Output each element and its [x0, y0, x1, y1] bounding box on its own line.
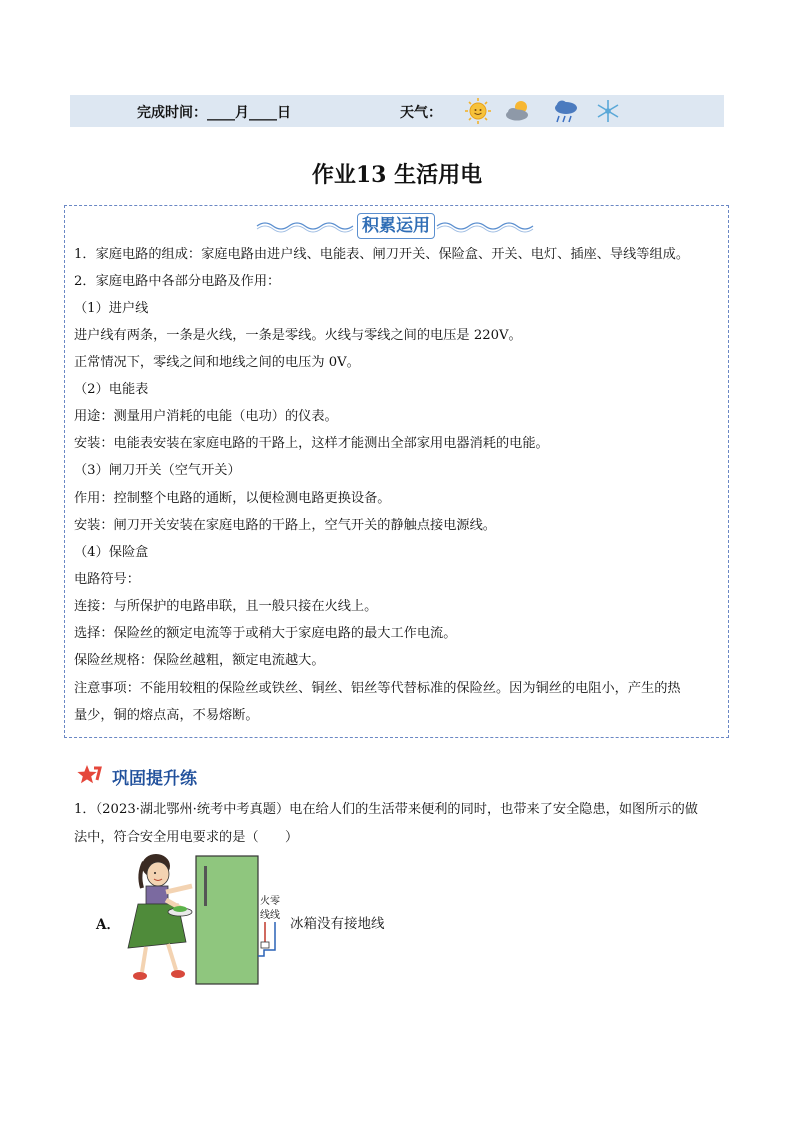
refrigerator-illustration: [118, 852, 298, 987]
box-line: 量少，铜的熔点高，不易熔断。: [74, 708, 259, 723]
box-heading-tag: 积累运用: [357, 213, 435, 239]
section-title: 巩固提升练: [112, 769, 197, 789]
question-text-line2: 法中，符合安全用电要求的是（ ）: [74, 830, 299, 845]
weather-label: 天气：: [400, 105, 442, 121]
wire-label-top: 火零: [260, 896, 280, 907]
box-line: （4）保险盒: [74, 545, 149, 560]
box-line: （3）闸刀开关（空气开关）: [74, 463, 241, 478]
box-line: （1）进户线: [74, 301, 149, 316]
box-line: 保险丝规格：保险丝越粗，额定电流越大。: [74, 653, 325, 668]
box-line: 进户线有两条，一条是火线，一条是零线。火线与零线之间的电压是 220V。: [74, 328, 522, 343]
box-line: （2）电能表: [74, 382, 149, 397]
completion-time-label: 完成时间：____月____日: [137, 105, 291, 121]
star-icon: [76, 764, 102, 786]
box-line: 连接：与所保护的电路串联，且一般只接在火线上。: [74, 599, 378, 614]
box-line: 1．家庭电路的组成：家庭电路由进户线、电能表、闸刀开关、保险盒、开关、电灯、插座、导线等组成。: [74, 247, 690, 262]
sun-icon: [465, 98, 491, 124]
box-line: 安装：电能表安装在家庭电路的干路上，这样才能测出全部家用电器消耗的电能。: [74, 436, 549, 451]
wave-decoration-right: [435, 218, 535, 234]
box-line: 2．家庭电路中各部分电路及作用：: [74, 274, 281, 289]
box-heading: [255, 212, 535, 240]
page-title: 作业13 生活用电: [311, 162, 483, 188]
option-a-label: A．: [96, 917, 120, 933]
weather-icons: [464, 97, 634, 125]
box-line: 选择：保险丝的额定电流等于或稍大于家庭电路的最大工作电流。: [74, 626, 457, 641]
partly-cloudy-icon: [506, 101, 528, 121]
box-line: 注意事项：不能用较粗的保险丝或铁丝、铜丝、铝丝等代替标准的保险丝。因为铜丝的电阻小，产生的热: [74, 681, 681, 696]
question-text-line1: 1．（2023·湖北鄂州·统考中考真题）电在给人们的生活带来便利的同时，也带来了安全隐患，如图所示的做: [74, 802, 698, 817]
box-line: 电路符号：: [74, 572, 140, 587]
wave-decoration-left: [255, 218, 355, 234]
box-line: 用途：测量用户消耗的电能（电功）的仪表。: [74, 409, 338, 424]
wire-label-bottom: 线线: [260, 910, 280, 921]
box-line: 安装：闸刀开关安装在家庭电路的干路上，空气开关的静触点接电源线。: [74, 518, 496, 533]
header-bar: [70, 95, 724, 127]
box-line: 作用：控制整个电路的通断，以便检测电路更换设备。: [74, 491, 391, 506]
snowflake-icon: [598, 100, 618, 122]
box-line: 正常情况下，零线之间和地线之间的电压为 0V。: [74, 355, 360, 370]
rain-icon: [555, 101, 577, 123]
option-a-text: 冰箱没有接地线: [290, 916, 385, 932]
